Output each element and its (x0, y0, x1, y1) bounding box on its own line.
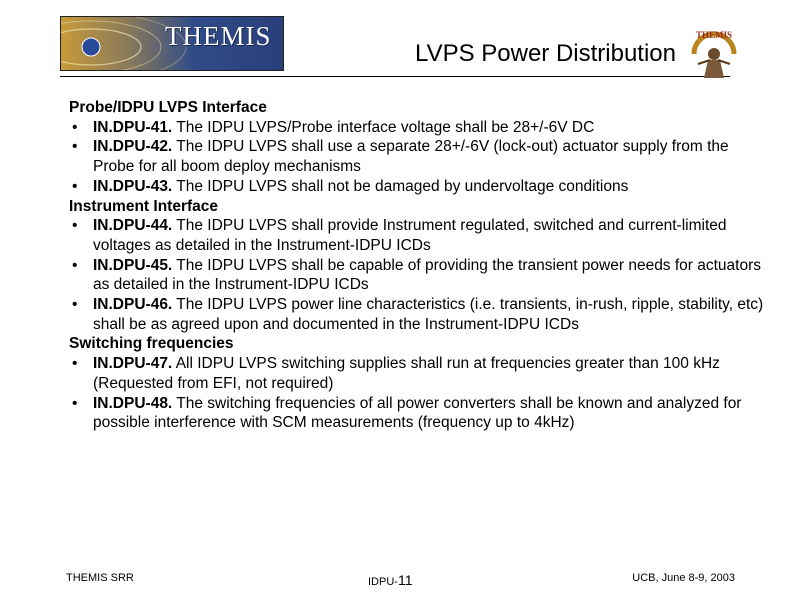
requirement-text: The IDPU LVPS/Probe interface voltage shall be 28+/-6V DC (172, 118, 595, 136)
requirement-text: The switching frequencies of all power converters shall be known and analyzed for possible interference with SCM measurements (frequency up to 4kHz) (93, 394, 742, 432)
bullet-icon: • (72, 118, 78, 136)
requirement-id: IN.DPU-47. (93, 355, 173, 373)
footer-page-prefix: IDPU- (368, 576, 398, 588)
requirements-body (69, 98, 769, 433)
requirement-id: IN.DPU-45. (93, 256, 173, 274)
section-heading: Probe/IDPU LVPS Interface (69, 99, 267, 116)
requirement-id: IN.DPU-48. (93, 394, 173, 412)
requirement-item (69, 137, 769, 176)
page-number: 11 (397, 572, 413, 588)
requirement-text: The IDPU LVPS shall provide Instrument regulated, switched and current-limited voltages as detailed in the Instrument-IDPU ICDs (93, 217, 727, 254)
bullet-icon: • (72, 394, 78, 412)
bullet-icon: • (72, 138, 78, 156)
bullet-icon: • (72, 256, 78, 274)
section-heading: Instrument Interface (69, 197, 219, 215)
bullet-icon: • (72, 355, 78, 373)
svg-text:THEMIS: THEMIS (695, 30, 733, 40)
bullet-icon: • (72, 296, 78, 314)
section-instrument-interface (69, 197, 769, 335)
page-title: LVPS Power Distribution (415, 40, 676, 67)
themis-logo (60, 16, 284, 71)
requirement-id: IN.DPU-44. (93, 217, 173, 235)
requirement-text: The IDPU LVPS power line characteristics (i.e. transients, in-rush, ripple, stability, etc) shall be as agreed upon and documented in the Instrument-IDPU ICDs (93, 296, 764, 333)
requirement-id: IN.DPU-42. (93, 138, 173, 156)
requirement-item (69, 118, 769, 138)
section-probe-idpu (69, 98, 769, 197)
requirement-text: The IDPU LVPS shall not be damaged by undervoltage conditions (172, 177, 629, 195)
requirement-text: All IDPU LVPS switching supplies shall run at frequencies greater than 100 kHz (Requested from EFI, not required) (93, 355, 720, 392)
logo-text: THEMIS (165, 21, 272, 51)
requirement-item (69, 256, 769, 295)
requirement-item (69, 394, 769, 433)
requirement-id: IN.DPU-46. (93, 296, 173, 314)
footer-page (368, 572, 413, 588)
requirement-item (69, 354, 769, 393)
requirement-item (69, 216, 769, 255)
requirement-item (69, 295, 769, 334)
section-heading: Switching frequencies (69, 335, 234, 353)
requirement-text: The IDPU LVPS shall use a separate 28+/-6V (lock-out) actuator supply from the Probe for all boom deploy mechanisms (93, 138, 729, 176)
footer-left: THEMIS SRR (66, 572, 134, 584)
footer-right: UCB, June 8-9, 2003 (632, 572, 735, 584)
themis-mission-patch-icon (684, 24, 744, 80)
bullet-icon: • (72, 217, 78, 235)
requirement-id: IN.DPU-43. (93, 177, 173, 195)
requirement-id: IN.DPU-41. (93, 118, 173, 136)
title-underline (60, 76, 730, 77)
section-switching-frequencies (69, 334, 769, 433)
requirement-item (69, 177, 769, 197)
requirement-text: The IDPU LVPS shall be capable of providing the transient power needs for actuators as detailed in the Instrument-IDPU ICDs (93, 256, 762, 294)
bullet-icon: • (72, 177, 78, 195)
